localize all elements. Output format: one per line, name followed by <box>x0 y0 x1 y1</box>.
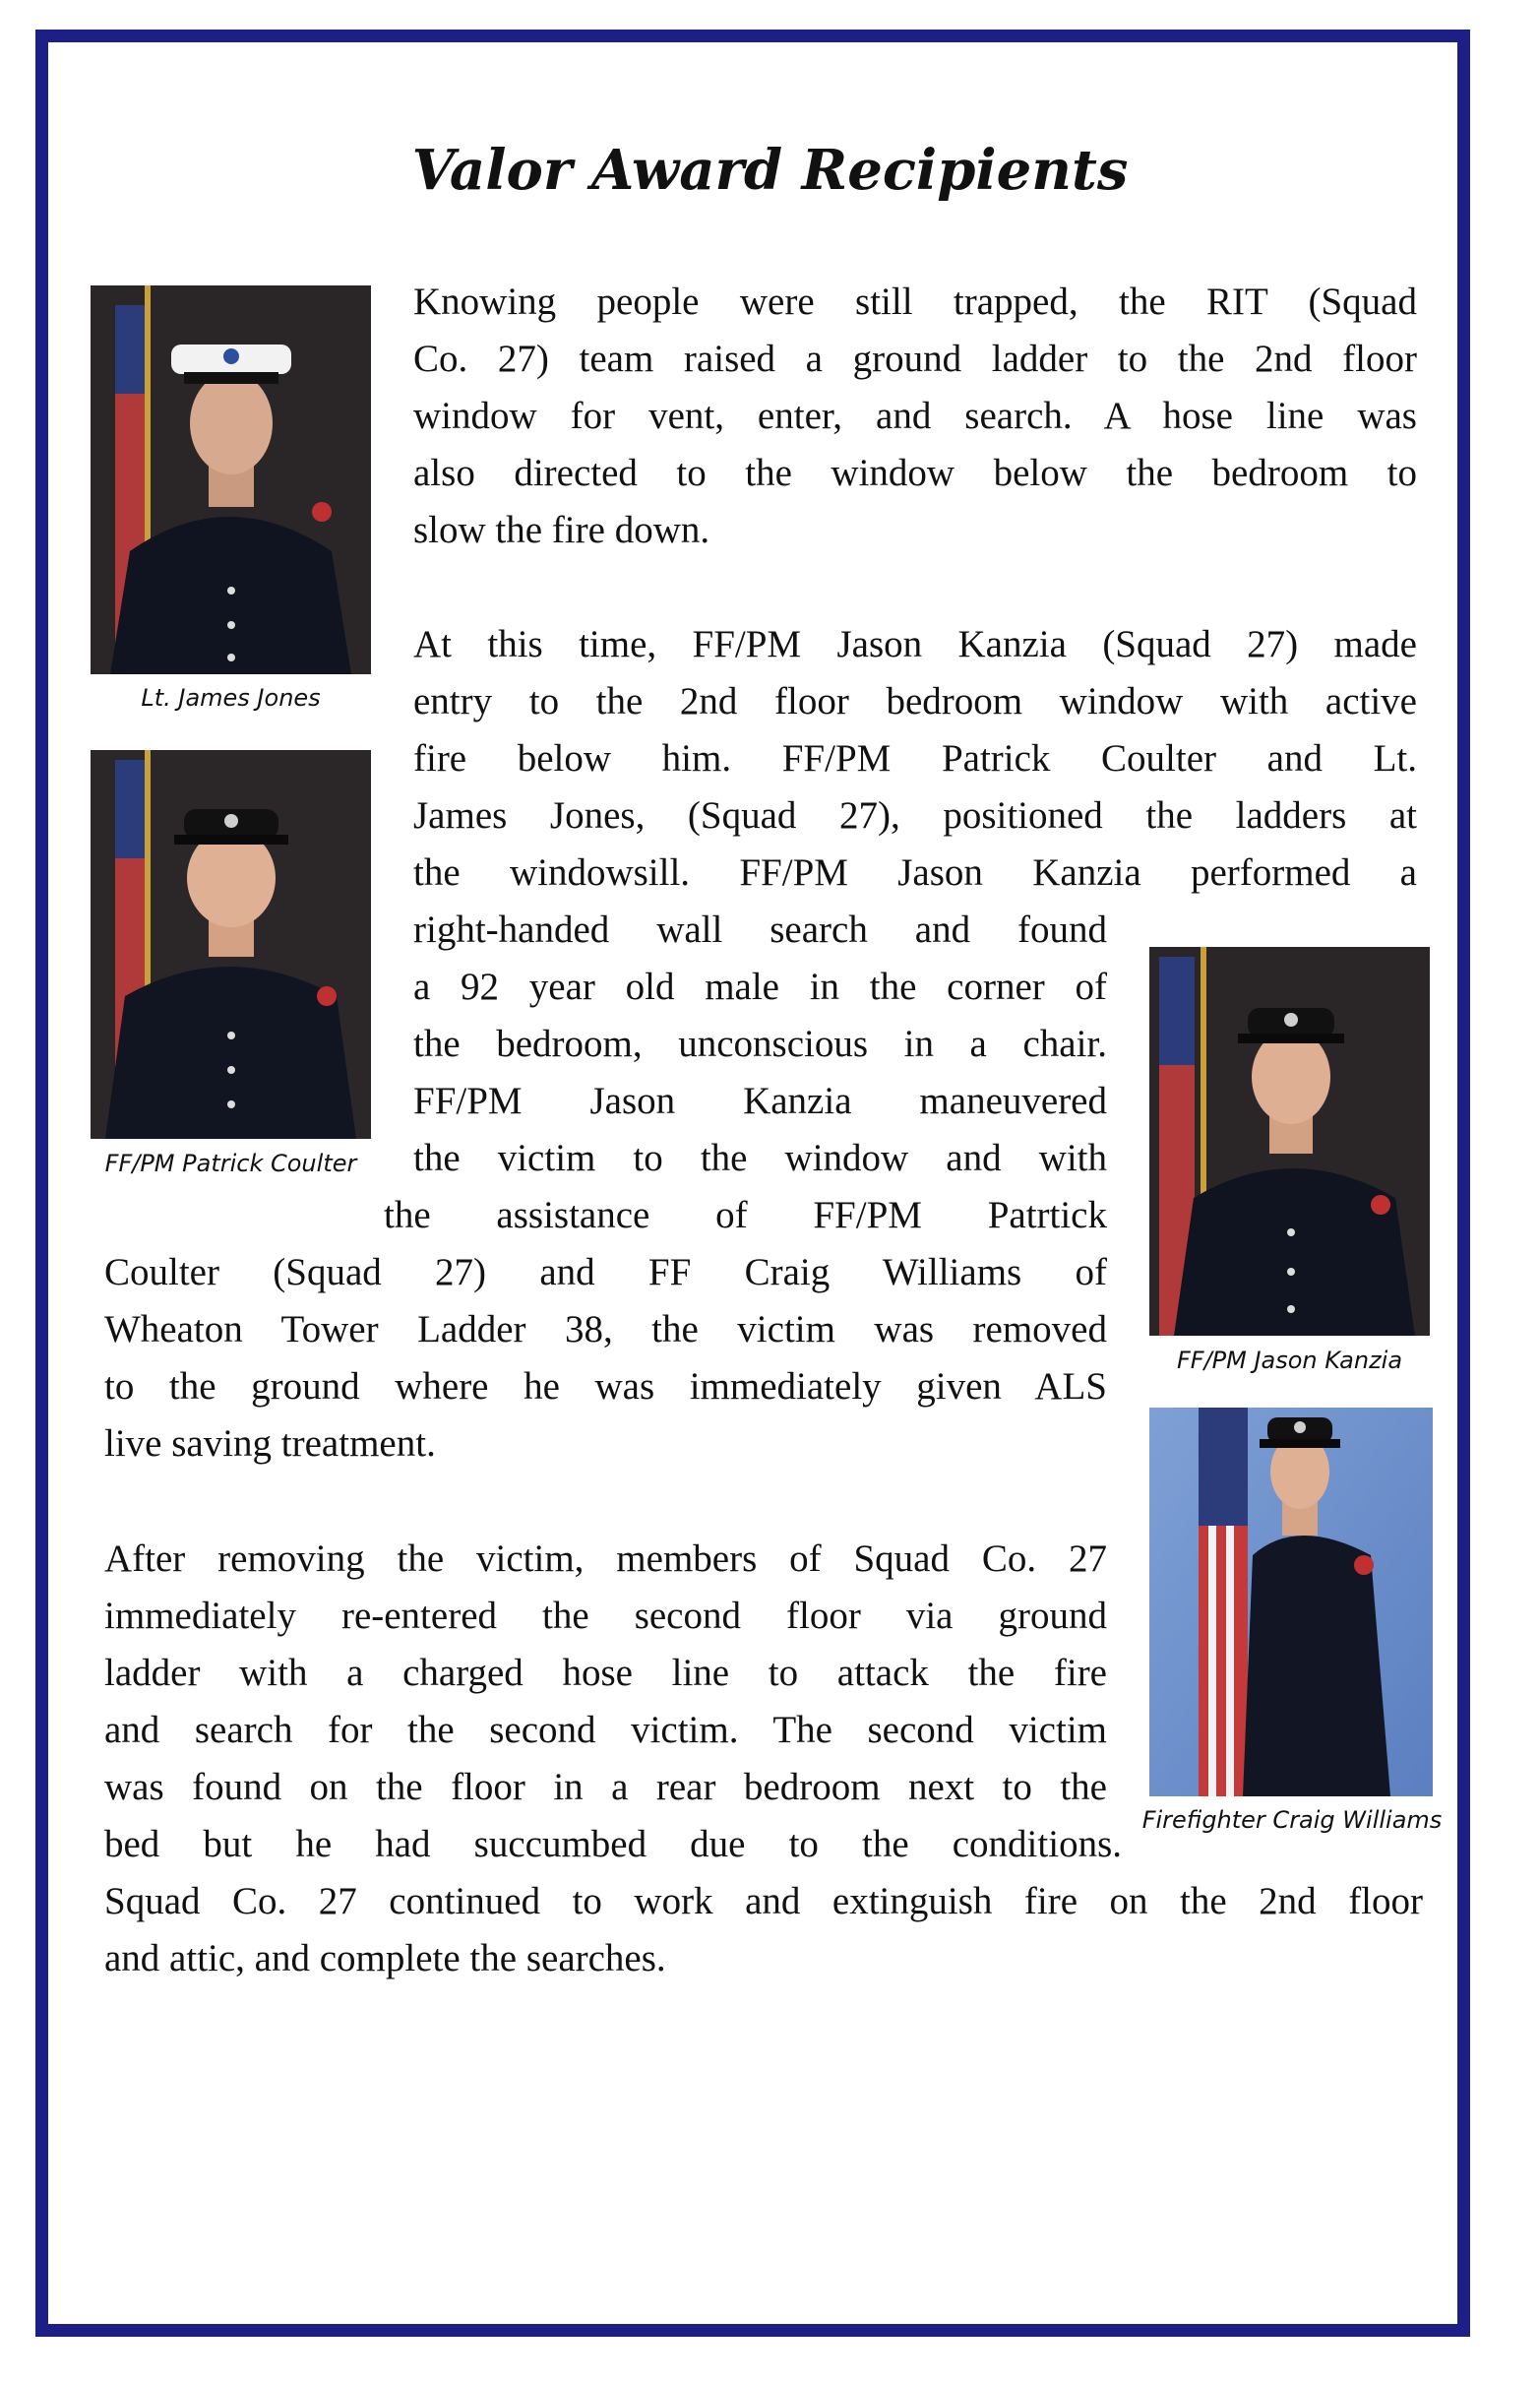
text-line: to the ground where he was immediately given ALS <box>104 1365 1107 1408</box>
photo-caption: Firefighter Craig Williams <box>1141 1806 1443 1834</box>
text-line: fire below him. FF/PM Patrick Coulter and Lt. <box>413 737 1417 780</box>
text-line: Knowing people were still trapped, the RIT (Squad <box>413 281 1417 323</box>
text-line: the bedroom, unconscious in a chair. <box>413 1023 1107 1065</box>
photo-caption: FF/PM Patrick Coulter <box>104 1150 357 1177</box>
firefighter-portrait-icon <box>91 750 371 1139</box>
portrait-photo <box>1149 1408 1433 1796</box>
text-line: Squad Co. 27 continued to work and extinguish fire on the 2nd floor <box>104 1880 1423 1922</box>
text-line: also directed to the window below the bedroom to <box>413 452 1417 494</box>
text-line: the assistance of FF/PM Patrtick <box>384 1194 1107 1236</box>
text-line: Wheaton Tower Ladder 38, the victim was removed <box>104 1308 1107 1350</box>
portrait-photo <box>1149 947 1430 1336</box>
text-line: entry to the 2nd floor bedroom window with active <box>413 680 1417 722</box>
text-line: Co. 27) team raised a ground ladder to the 2nd floor <box>413 338 1417 380</box>
photo-caption: FF/PM Jason Kanzia <box>1176 1347 1403 1374</box>
text-line: a 92 year old male in the corner of <box>413 966 1107 1008</box>
photo-caption: Lt. James Jones <box>141 684 321 712</box>
text-line: bed but he had succumbed due to the conditions. <box>104 1823 1122 1865</box>
firefighter-portrait-icon <box>1149 947 1430 1336</box>
text-line: At this time, FF/PM Jason Kanzia (Squad 27) made <box>413 623 1417 665</box>
text-line: immediately re-entered the second floor via ground <box>104 1595 1107 1637</box>
text-line: window for vent, enter, and search. A hose line was <box>413 395 1417 437</box>
text-line: and attic, and complete the searches. <box>104 1937 666 1979</box>
portrait-photo <box>91 750 371 1139</box>
text-line: After removing the victim, members of Squad Co. 27 <box>104 1537 1107 1580</box>
text-line: FF/PM Jason Kanzia maneuvered <box>413 1080 1107 1122</box>
text-line: Coulter (Squad 27) and FF Craig Williams of <box>104 1251 1107 1293</box>
portrait-photo <box>91 285 371 674</box>
text-line: the victim to the window and with <box>413 1137 1107 1179</box>
text-line: James Jones, (Squad 27), positioned the ladders at <box>413 794 1417 837</box>
text-line: and search for the second victim. The second victim <box>104 1709 1107 1751</box>
firefighter-portrait-icon <box>91 285 371 674</box>
text-line: slow the fire down. <box>413 509 710 551</box>
text-line: the windowsill. FF/PM Jason Kanzia performed a <box>413 851 1417 894</box>
text-line: ladder with a charged hose line to attack the fire <box>104 1652 1107 1694</box>
text-line: was found on the floor in a rear bedroom next to the <box>104 1766 1107 1808</box>
page-title: Valor Award Recipients <box>411 138 1129 203</box>
text-line: right-handed wall search and found <box>413 909 1107 951</box>
text-line: live saving treatment. <box>104 1422 436 1465</box>
firefighter-portrait-icon <box>1149 1408 1433 1796</box>
